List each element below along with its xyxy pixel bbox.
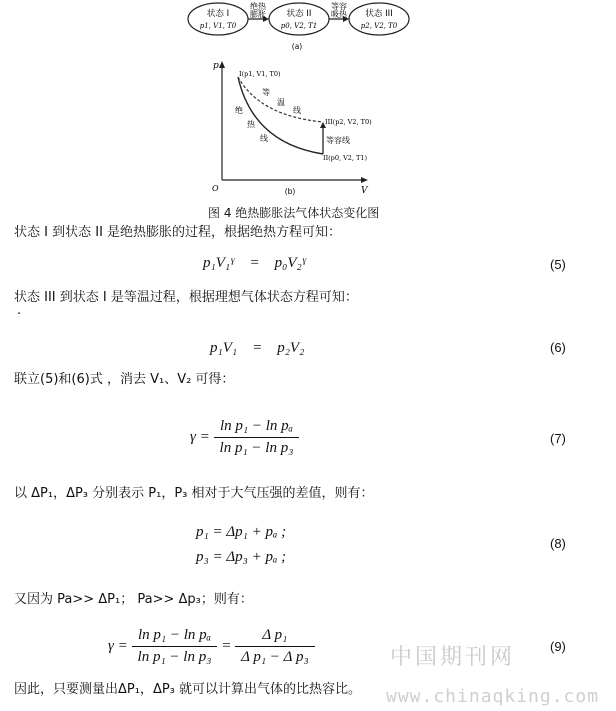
watermark-cn: 中国期刊网 [390, 645, 516, 670]
eq7-numerator: ln p₁ − ln pₐ [214, 418, 300, 438]
adiabat-label-1: 绝 [235, 106, 243, 115]
eq9-lhs: γ = [108, 637, 128, 654]
equation-5-number: (5) [550, 257, 566, 272]
isotherm-label-1: 等 [262, 88, 270, 97]
paragraph-adiabatic: 状态 I 到状态 II 是绝热膨胀的过程，根据绝热方程可知： [14, 225, 342, 240]
state2-node [269, 3, 329, 35]
state3-name: 状态 III [365, 9, 393, 19]
y-axis-label: p [213, 61, 219, 71]
x-axis-arrow [361, 177, 368, 183]
state3-node [349, 3, 409, 35]
equation-8-line-2: p₃ = Δp₃ + pₐ ; [196, 549, 287, 565]
point2-label: II(p0, V2, T1) [323, 154, 368, 162]
state2-params: p0, V2, T1 [280, 22, 318, 30]
equation-7 [190, 418, 299, 457]
equation-6 [210, 340, 304, 357]
adiabat-curve [238, 77, 323, 154]
state1-params: p1, V1, T0 [199, 22, 237, 30]
eq6-rhs: p₂V₂ [277, 340, 305, 356]
stray-dot: · [17, 307, 22, 322]
paragraph-differences: 以 ΔP₁，ΔP₃ 分别表示 P₁，P₃ 相对于大气压强的差值，则有： [14, 486, 374, 501]
origin-label: O [212, 184, 219, 193]
equation-7-number: (7) [550, 431, 566, 446]
isotherm-label-3: 线 [293, 106, 301, 115]
equation-5 [203, 255, 306, 272]
paragraph-isothermal: 状态 III 到状态 I 是等温过程，根据理想气体状态方程可知： [14, 290, 358, 305]
panel-b-label: (b) [284, 187, 296, 196]
state1-name: 状态 I [206, 9, 230, 19]
state1-node [188, 3, 248, 35]
panel-a-label: (a) [291, 42, 303, 51]
figure-a-diagram [185, 0, 410, 52]
eq9-denominator-2: Δ p₁ − Δ p₃ [241, 649, 309, 665]
x-axis-label: V [361, 186, 368, 196]
y-axis-arrow [219, 61, 225, 68]
arrow1-label-1: 绝热 [250, 2, 266, 11]
point1-label: I(p1, V1, T0) [239, 70, 281, 78]
equation-9 [108, 627, 315, 666]
eq6-equals: = [252, 340, 263, 356]
eq9-numerator-2: Δ p₁ [235, 627, 315, 647]
eq5-rhs: p₀V₂ˠ [274, 255, 307, 271]
equation-6-number: (6) [550, 340, 566, 355]
eq6-lhs: p₁V₁ [210, 340, 238, 356]
eq5-lhs: p₁V₁ˠ [203, 255, 235, 271]
eq5-equals: = [249, 255, 260, 271]
paragraph-combine: 联立(5)和(6)式 ，消去 V₁、V₂ 可得： [14, 372, 235, 387]
eq9-fraction-1 [132, 627, 218, 666]
isochore-label: 等容线 [326, 136, 350, 145]
equation-9-number: (9) [550, 639, 566, 654]
eq7-fraction [214, 418, 300, 457]
state2-name: 状态 II [286, 9, 312, 19]
eq9-equals: = [221, 637, 232, 654]
arrow1-label-2: 膨胀 [250, 10, 266, 19]
eq9-numerator-1: ln p₁ − ln pₐ [132, 627, 218, 647]
state3-params: p2, V2, T0 [360, 22, 398, 30]
paragraph-approximation: 又因为 Pa>> ΔP₁； Pa>> Δp₃；则有： [14, 592, 253, 607]
point3-label: III(p2, V2, T0) [325, 118, 372, 126]
paragraph-conclusion: 因此，只要测量出ΔP₁，ΔP₃ 就可以计算出气体的比热容比。 [14, 682, 362, 697]
equation-8-number: (8) [550, 536, 566, 551]
equation-8-line-1: p₁ = Δp₁ + pₐ ; [196, 524, 287, 540]
watermark-url: www.chinaqking.com [386, 686, 600, 707]
isotherm-label-2: 温 [277, 98, 285, 107]
arrow2-label-1: 等容 [331, 2, 347, 11]
eq7-lhs: γ = [190, 428, 210, 445]
adiabat-label-2: 热 [247, 120, 255, 129]
eq7-denominator: ln p₁ − ln p₃ [219, 440, 294, 456]
figure-b-pv-diagram [205, 58, 385, 198]
adiabat-label-3: 线 [260, 134, 268, 143]
eq9-fraction-2 [235, 627, 315, 666]
eq9-denominator-1: ln p₁ − ln p₃ [137, 649, 212, 665]
figure-caption: 图 4 绝热膨胀法气体状态变化图 [208, 206, 380, 220]
arrow2-label-2: 吸热 [331, 10, 347, 19]
